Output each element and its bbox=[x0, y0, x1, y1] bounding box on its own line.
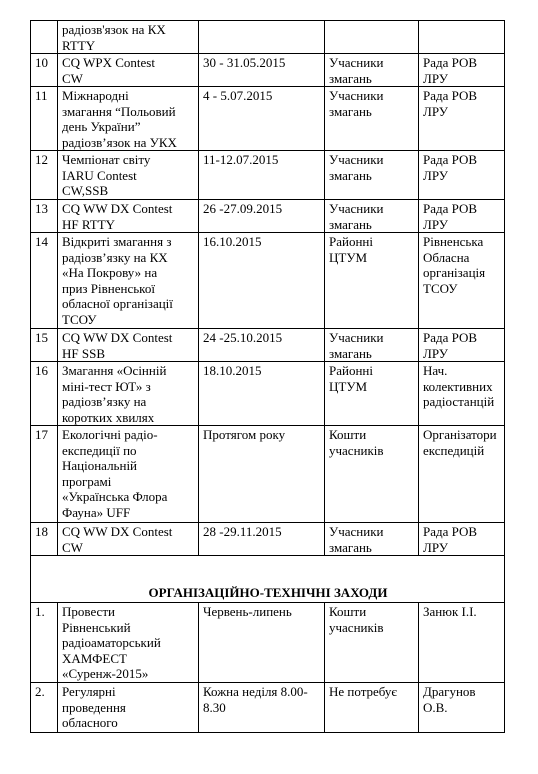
event-name: Чемпіонат світу IARU Contest CW,SSB bbox=[58, 151, 199, 200]
organizer: Рівненська Обласна організація ТСОУ bbox=[419, 233, 505, 329]
organizer: Рада РОВ ЛРУ bbox=[419, 523, 505, 556]
event-date: 11-12.07.2015 bbox=[199, 151, 325, 200]
participants: Районні ЦТУМ bbox=[325, 362, 419, 426]
event-name: CQ WPX Contest CW bbox=[58, 54, 199, 87]
participants bbox=[325, 21, 419, 54]
participants: Учасники змагань bbox=[325, 329, 419, 362]
organizer: Нач. колективних радіостанцій bbox=[419, 362, 505, 426]
event-name: CQ WW DX Contest HF SSB bbox=[58, 329, 199, 362]
table-row bbox=[31, 87, 505, 151]
event-name: Змагання «Осінній міні-тест ЮТ» з радіозв’язку на коротких хвилях bbox=[58, 362, 199, 426]
organizer: Рада РОВ ЛРУ bbox=[419, 200, 505, 233]
row-number: 15 bbox=[31, 329, 58, 362]
organizer: Рада РОВ ЛРУ bbox=[419, 87, 505, 151]
event-name: Регулярні проведення обласного bbox=[58, 683, 199, 733]
table-row bbox=[31, 603, 505, 683]
organizer: Рада РОВ ЛРУ bbox=[419, 329, 505, 362]
table-row bbox=[31, 54, 505, 87]
organizer: Занюк І.І. bbox=[419, 603, 505, 683]
event-date: 30 - 31.05.2015 bbox=[199, 54, 325, 87]
event-date: 26 -27.09.2015 bbox=[199, 200, 325, 233]
event-name: Міжнародні змагання “Польовий день України” радіозв’язок на УКХ bbox=[58, 87, 199, 151]
row-number: 11 bbox=[31, 87, 58, 151]
event-name: Екологічні радіо- експедиції по Національній програмі «Українська Флора Фауна» UFF bbox=[58, 426, 199, 523]
event-name: Провести Рівненський радіоаматорський ХАМФЕСТ «Суренж-2015» bbox=[58, 603, 199, 683]
event-name: радіозв'язок на КХ RTTY bbox=[58, 21, 199, 54]
row-number: 16 bbox=[31, 362, 58, 426]
participants: Учасники змагань bbox=[325, 200, 419, 233]
event-name: Відкриті змагання з радіозв’язку на КХ «На Покрову» на приз Рівненської обласної організації ТСОУ bbox=[58, 233, 199, 329]
organizer: Рада РОВ ЛРУ bbox=[419, 151, 505, 200]
organizer: Організатори експедицій bbox=[419, 426, 505, 523]
table-row bbox=[31, 329, 505, 362]
table-row bbox=[31, 200, 505, 233]
event-date: Протягом року bbox=[199, 426, 325, 523]
event-date: 24 -25.10.2015 bbox=[199, 329, 325, 362]
participants: Не потребує bbox=[325, 683, 419, 733]
event-date: 4 - 5.07.2015 bbox=[199, 87, 325, 151]
row-number bbox=[31, 21, 58, 54]
table-row bbox=[31, 523, 505, 556]
event-date: 16.10.2015 bbox=[199, 233, 325, 329]
events-table bbox=[30, 20, 505, 733]
participants: Учасники змагань bbox=[325, 523, 419, 556]
table-row bbox=[31, 151, 505, 200]
participants: Учасники змагань bbox=[325, 54, 419, 87]
event-date bbox=[199, 21, 325, 54]
participants: Кошти учасників bbox=[325, 603, 419, 683]
section-title: ОРГАНІЗАЦІЙНО-ТЕХНІЧНІ ЗАХОДИ bbox=[31, 556, 505, 603]
event-date: 18.10.2015 bbox=[199, 362, 325, 426]
section-header-row bbox=[31, 556, 505, 603]
row-number: 13 bbox=[31, 200, 58, 233]
row-number: 17 bbox=[31, 426, 58, 523]
table-row bbox=[31, 426, 505, 523]
participants: Районні ЦТУМ bbox=[325, 233, 419, 329]
organizer bbox=[419, 21, 505, 54]
table-row bbox=[31, 21, 505, 54]
participants: Учасники змагань bbox=[325, 151, 419, 200]
row-number: 18 bbox=[31, 523, 58, 556]
row-number: 1. bbox=[31, 603, 58, 683]
participants: Кошти учасників bbox=[325, 426, 419, 523]
participants: Учасники змагань bbox=[325, 87, 419, 151]
event-date: 28 -29.11.2015 bbox=[199, 523, 325, 556]
row-number: 14 bbox=[31, 233, 58, 329]
row-number: 12 bbox=[31, 151, 58, 200]
event-name: CQ WW DX Contest HF RTTY bbox=[58, 200, 199, 233]
table-row bbox=[31, 362, 505, 426]
organizer: Рада РОВ ЛРУ bbox=[419, 54, 505, 87]
row-number: 2. bbox=[31, 683, 58, 733]
row-number: 10 bbox=[31, 54, 58, 87]
organizer: Драгунов О.В. bbox=[419, 683, 505, 733]
table-row bbox=[31, 233, 505, 329]
event-date: Червень-липень bbox=[199, 603, 325, 683]
table-row bbox=[31, 683, 505, 733]
event-name: CQ WW DX Contest CW bbox=[58, 523, 199, 556]
event-date: Кожна неділя 8.00- 8.30 bbox=[199, 683, 325, 733]
